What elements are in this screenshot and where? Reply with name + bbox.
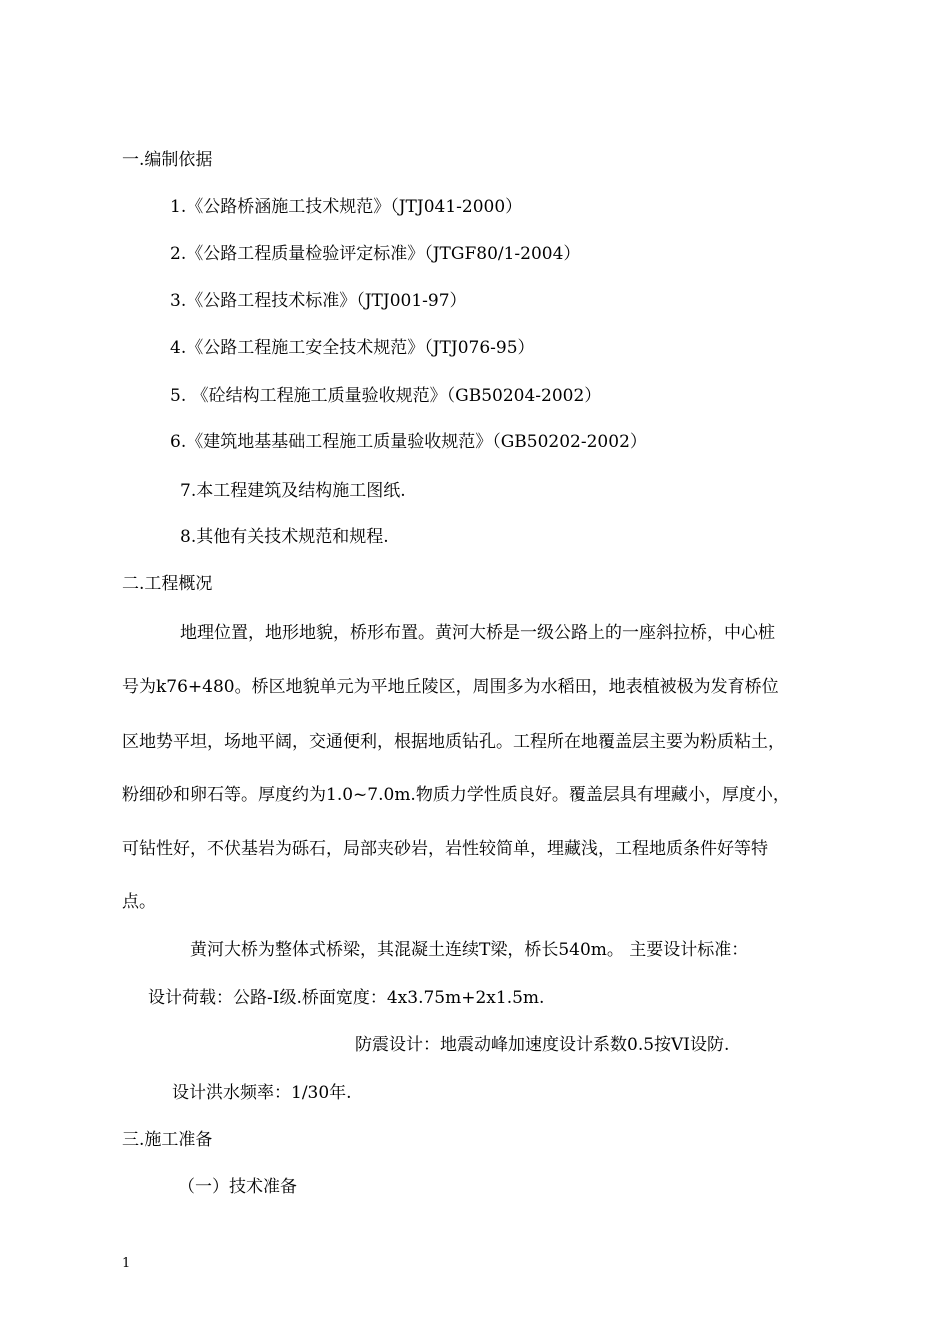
design-load: 设计荷载：公路-I级.桥面宽度：4x3.75m+2x1.5m.	[148, 988, 545, 1008]
subheading-technical-preparation: （一）技术准备	[178, 1177, 297, 1197]
seismic-design: 防震设计：地震动峰加速度设计系数0.5按VI设防.	[355, 1035, 730, 1055]
page-number: 1	[122, 1256, 131, 1271]
reference-item-4: 4.《公路工程施工安全技术规范》（JTJ076-95）	[170, 338, 535, 358]
reference-item-6: 6.《建筑地基基础工程施工质量验收规范》（GB50202-2002）	[170, 432, 647, 452]
reference-item-3: 3.《公路工程技术标准》（JTJ001-97）	[170, 291, 467, 311]
flood-frequency: 设计洪水频率：1/30年.	[172, 1083, 352, 1103]
reference-item-7: 7.本工程建筑及结构施工图纸.	[180, 481, 406, 501]
reference-item-1: 1.《公路桥涵施工技术规范》（JTJ041-2000）	[170, 197, 523, 217]
section-heading-preparation: 三.施工准备	[122, 1130, 213, 1150]
overview-paragraph-line-4: 粉细砂和卵石等。厚度约为1.0~7.0m.物质力学性质良好。覆盖层具有埋藏小，厚度小，	[122, 785, 790, 805]
reference-item-2: 2.《公路工程质量检验评定标准》（JTGF80/1-2004）	[170, 244, 581, 264]
reference-item-8: 8.其他有关技术规范和规程.	[180, 527, 389, 547]
overview-paragraph-line-2: 号为k76+480。桥区地貌单元为平地丘陵区，周围多为水稻田，地表植被极为发育桥位	[122, 677, 779, 697]
overview-paragraph-line-6: 点。	[122, 892, 156, 912]
overview-paragraph-line-1: 地理位置，地形地貌，桥形布置。黄河大桥是一级公路上的一座斜拉桥，中心桩	[180, 623, 775, 643]
bridge-description: 黄河大桥为整体式桥梁，其混凝土连续T梁，桥长540m。 主要设计标准：	[190, 940, 749, 960]
reference-item-5: 5. 《砼结构工程施工质量验收规范》（GB50204-2002）	[170, 386, 602, 406]
overview-paragraph-line-5: 可钻性好，不伏基岩为砾石，局部夹砂岩，岩性较简单，埋藏浅，工程地质条件好等特	[122, 839, 768, 859]
section-heading-overview: 二.工程概况	[122, 574, 213, 594]
section-heading-basis: 一.编制依据	[122, 150, 213, 170]
overview-paragraph-line-3: 区地势平坦，场地平阔，交通便利，根据地质钻孔。工程所在地覆盖层主要为粉质粘土，	[122, 732, 785, 752]
